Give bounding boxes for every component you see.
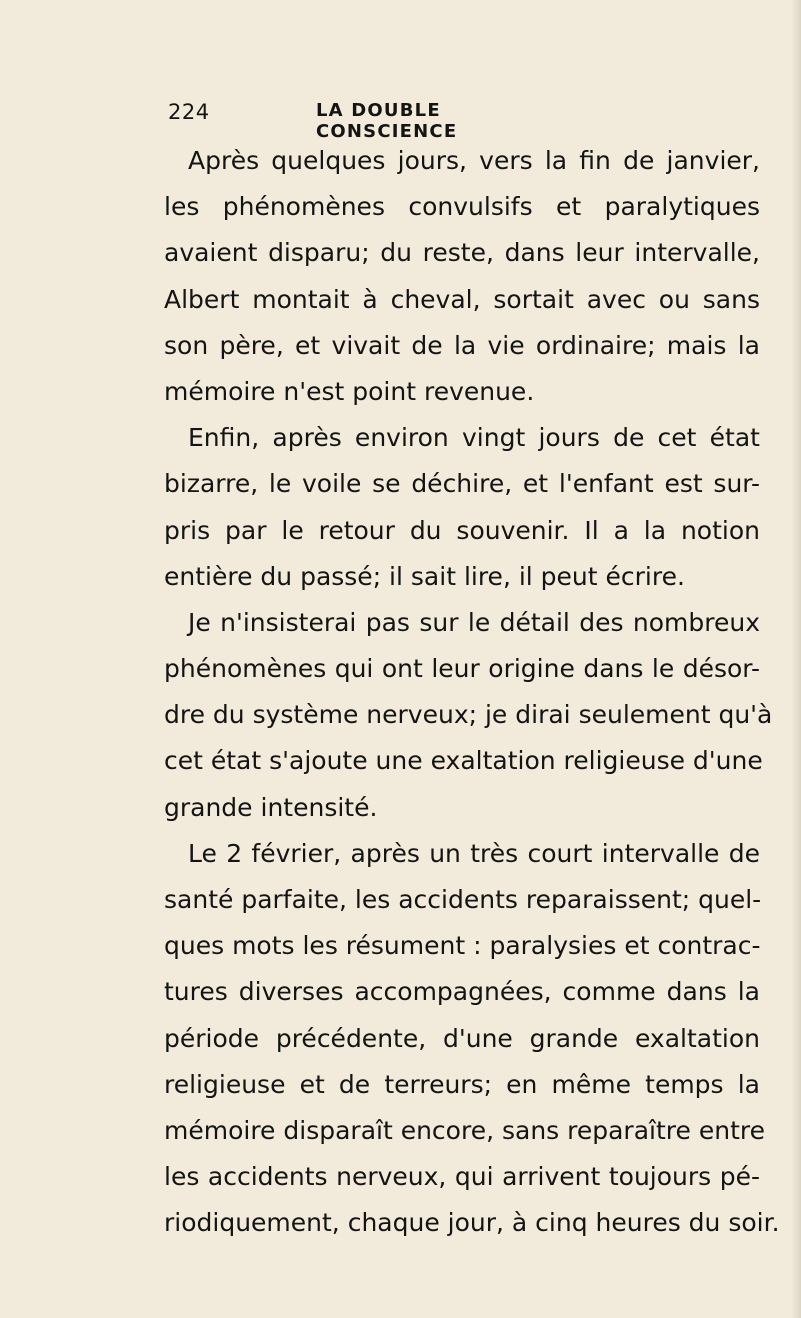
text-line: Le 2 février, après un très court intervalle de xyxy=(188,838,760,868)
text-line: Enfin, après environ vingt jours de cet état xyxy=(188,423,760,453)
text-line: cet état s'ajoute une exaltation religieuse d'une xyxy=(164,746,763,776)
text-line: dre du système nerveux; je dirai seulement qu'à xyxy=(164,700,773,730)
text-line: les phénomènes convulsifs et paralytiques xyxy=(164,192,760,222)
text-line: avaient disparu; du reste, dans leur intervalle, xyxy=(164,238,760,268)
text-line: période précédente, d'une grande exaltation xyxy=(164,1023,760,1053)
page-edge-shadow xyxy=(791,0,801,1318)
text-line: mémoire n'est point revenue. xyxy=(164,376,535,406)
text-line: tures diverses accompagnées, comme dans la xyxy=(164,977,760,1007)
text-line: mémoire disparaît encore, sans reparaître entre xyxy=(164,1115,765,1145)
body-text xyxy=(164,138,780,1247)
text-line: les accidents nerveux, qui arrivent toujours pé- xyxy=(164,1162,760,1192)
text-line: grande intensité. xyxy=(164,792,378,822)
text-line: bizarre, le voile se déchire, et l'enfant est sur- xyxy=(164,469,760,499)
page-header xyxy=(168,100,588,142)
text-line: Après quelques jours, vers la fin de janvier, xyxy=(188,146,760,175)
text-line: riodiquement, chaque jour, à cinq heures du soir. xyxy=(164,1208,780,1238)
text-line: ques mots les résument : paralysies et contrac- xyxy=(164,931,761,961)
text-line: Albert montait à cheval, sortait avec ou sans xyxy=(164,284,760,314)
text-line: son père, et vivait de la vie ordinaire; mais la xyxy=(164,330,760,360)
page-number: 224 xyxy=(168,100,210,124)
text-line: religieuse et de terreurs; en même temps la xyxy=(164,1069,760,1099)
text-line: Je n'insisterai pas sur le détail des nombreux xyxy=(188,607,760,637)
text-line: pris par le retour du souvenir. Il a la notion xyxy=(164,515,760,545)
running-title: LA DOUBLE CONSCIENCE xyxy=(316,100,458,142)
text-line: entière du passé; il sait lire, il peut écrire. xyxy=(164,561,685,591)
text-line: phénomènes qui ont leur origine dans le désor- xyxy=(164,654,760,684)
text-line: santé parfaite, les accidents reparaissent; quel- xyxy=(164,885,762,914)
